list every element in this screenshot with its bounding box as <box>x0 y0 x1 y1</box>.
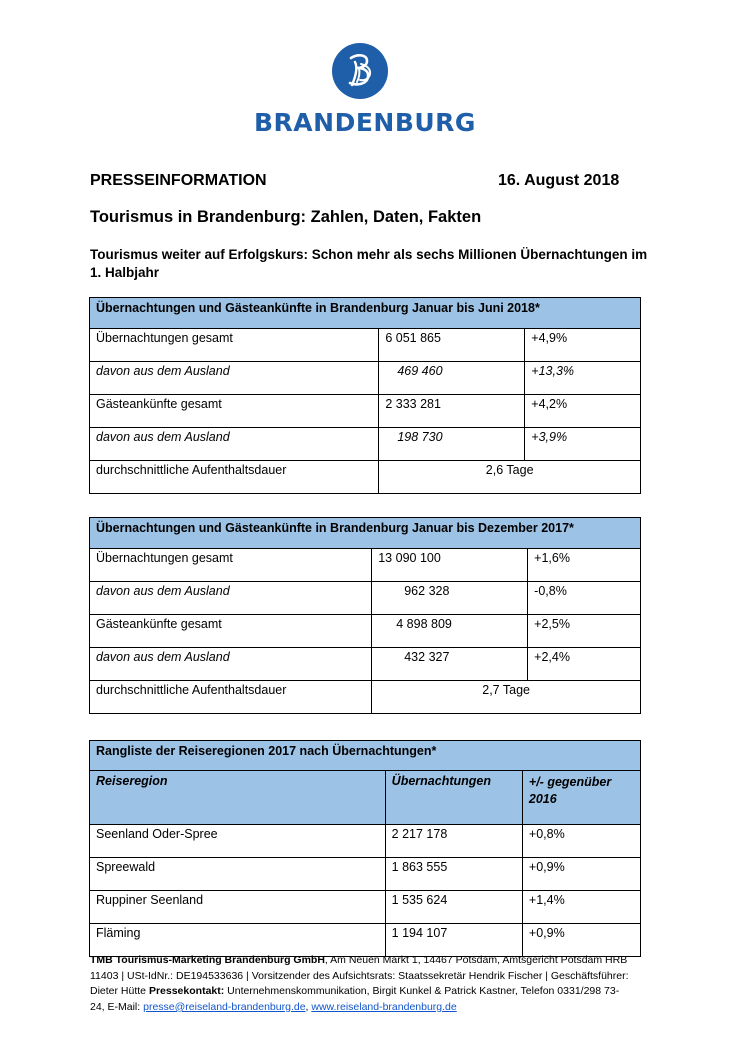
row-value: 2 333 281 <box>379 395 525 428</box>
row-value: 1 535 624 <box>385 891 522 924</box>
row-change: +4,2% <box>525 395 641 428</box>
table-row <box>90 362 641 395</box>
row-label: Gästeankünfte gesamt <box>90 395 379 428</box>
row-change: +3,9% <box>525 428 641 461</box>
row-value: 6 051 865 <box>379 329 525 362</box>
row-change: -0,8% <box>528 582 641 615</box>
brandenburg-logo <box>254 42 474 142</box>
page-title: Tourismus in Brandenburg: Zahlen, Daten, Fakten <box>90 208 482 226</box>
row-change: +1,6% <box>528 549 641 582</box>
table-row <box>90 428 641 461</box>
table-h1-2018 <box>89 297 641 494</box>
row-change: +2,5% <box>528 615 641 648</box>
row-change: +0,9% <box>522 858 640 891</box>
row-label: davon aus dem Ausland <box>90 648 372 681</box>
row-label: Fläming <box>90 924 386 957</box>
row-value: 2,6 Tage <box>379 461 641 494</box>
table-row <box>90 858 641 891</box>
table-region-ranking <box>89 740 641 957</box>
table-row <box>90 924 641 957</box>
row-label: Übernachtungen gesamt <box>90 549 372 582</box>
column-header-overnights: Übernachtungen <box>385 771 522 825</box>
footer-separator: , <box>305 1000 312 1013</box>
table-row <box>90 825 641 858</box>
row-value: 962 328 <box>372 582 528 615</box>
row-value: 2,7 Tage <box>372 681 641 714</box>
table-heading: Rangliste der Reiseregionen 2017 nach Übernachtungen* <box>90 741 641 771</box>
press-info-label: PRESSEINFORMATION <box>90 172 267 189</box>
row-value: 432 327 <box>372 648 528 681</box>
brandenburg-emblem-icon <box>331 42 389 100</box>
row-change: +4,9% <box>525 329 641 362</box>
row-label: durchschnittliche Aufenthaltsdauer <box>90 681 372 714</box>
row-value: 469 460 <box>379 362 525 395</box>
footer-text: , Am Neuen Markt 1, 14467 Potsdam, Amtsgericht Potsdam HRB 11403 | USt-IdNr.: DE194533636 | Vorsitzender des Aufsichtsrats: Staatssekretär Hendrik Fischer | Geschäftsführer: Dieter Hütte <box>90 954 629 998</box>
row-label: Ruppiner Seenland <box>90 891 386 924</box>
row-change: +2,4% <box>528 648 641 681</box>
table-row <box>90 648 641 681</box>
row-label: Gästeankünfte gesamt <box>90 615 372 648</box>
footer-email-link[interactable]: presse@reiseland-brandenburg.de <box>143 1000 306 1013</box>
row-label: Übernachtungen gesamt <box>90 329 379 362</box>
row-change: +0,8% <box>522 825 640 858</box>
row-label: davon aus dem Ausland <box>90 582 372 615</box>
table-row <box>90 549 641 582</box>
row-value: 1 863 555 <box>385 858 522 891</box>
row-value: 13 090 100 <box>372 549 528 582</box>
row-label: Seenland Oder-Spree <box>90 825 386 858</box>
table-row <box>90 329 641 362</box>
logo-wordmark: BRANDENBURG <box>254 108 476 137</box>
table-row <box>90 681 641 714</box>
table-year-2017 <box>89 517 641 714</box>
footer-website-link[interactable]: www.reiseland-brandenburg.de <box>311 1000 457 1013</box>
row-change: +0,9% <box>522 924 640 957</box>
footer-imprint <box>90 953 630 1015</box>
footer-contact-label: Pressekontakt: <box>148 985 225 998</box>
row-label: davon aus dem Ausland <box>90 362 379 395</box>
press-date: 16. August 2018 <box>498 172 620 189</box>
row-value: 198 730 <box>379 428 525 461</box>
table-heading: Übernachtungen und Gästeankünfte in Brandenburg Januar bis Juni 2018* <box>90 298 641 329</box>
footer-company: TMB Tourismus-Marketing Brandenburg GmbH <box>90 954 325 966</box>
table-row <box>90 615 641 648</box>
row-label: davon aus dem Ausland <box>90 428 379 461</box>
row-label: durchschnittliche Aufenthaltsdauer <box>90 461 379 494</box>
column-header-region: Reiseregion <box>90 771 386 825</box>
table-row <box>90 395 641 428</box>
table-row <box>90 582 641 615</box>
row-change: +13,3% <box>525 362 641 395</box>
table-row <box>90 891 641 924</box>
row-label: Spreewald <box>90 858 386 891</box>
table-row <box>90 461 641 494</box>
row-value: 4 898 809 <box>372 615 528 648</box>
page-subtitle: Tourismus weiter auf Erfolgskurs: Schon mehr als sechs Millionen Übernachtungen im 1. Halbjahr <box>90 247 648 280</box>
row-value: 2 217 178 <box>385 825 522 858</box>
column-header-change: +/- gegenüber 2016 <box>522 771 640 825</box>
table-heading: Übernachtungen und Gästeankünfte in Brandenburg Januar bis Dezember 2017* <box>90 518 641 549</box>
row-change: +1,4% <box>522 891 640 924</box>
row-value: 1 194 107 <box>385 924 522 957</box>
footer-contact-text: Unternehmenskommunikation, Birgit Kunkel & Patrick Kastner, Telefon 0331/298 73-24, E-Mail: <box>90 985 620 1013</box>
